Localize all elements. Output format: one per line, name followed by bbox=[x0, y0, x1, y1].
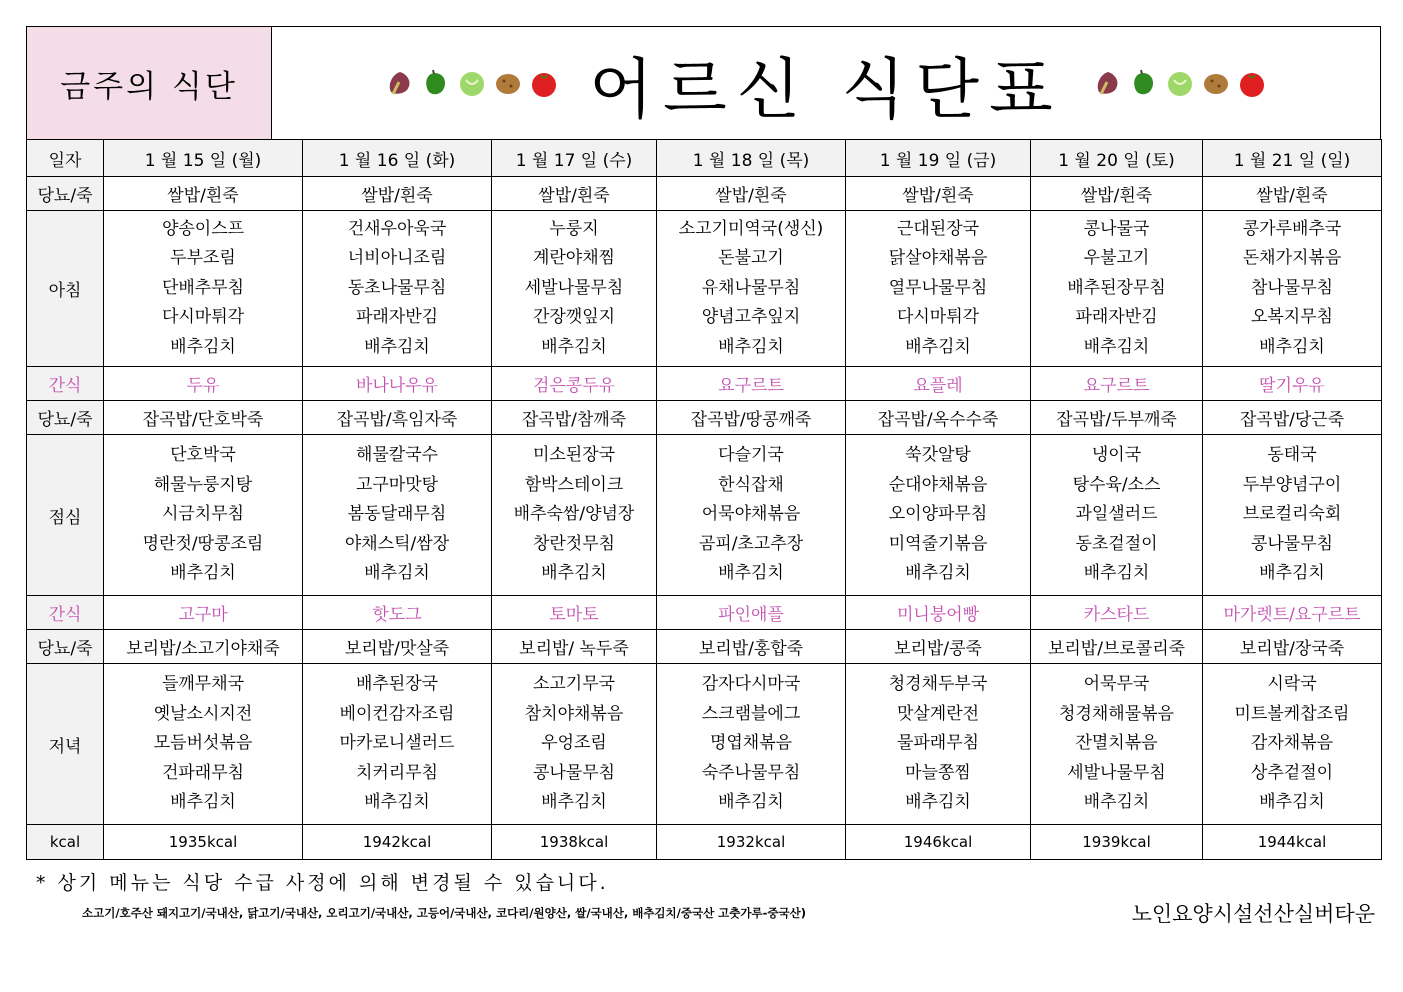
snack1-cell: 두유 bbox=[104, 367, 303, 401]
menu-item: 미소된장국 bbox=[532, 445, 616, 466]
potato-icon bbox=[1201, 68, 1231, 98]
menu-item: 소고기미역국(생신) bbox=[678, 218, 824, 239]
menu-item: 쑥갓알탕 bbox=[905, 445, 971, 466]
menu-item: 배추김치 bbox=[1083, 792, 1150, 813]
menu-item: 양송이스프 bbox=[161, 218, 245, 239]
menu-item: 봄동달래무침 bbox=[347, 504, 447, 525]
menu-item: 브로컬리숙회 bbox=[1242, 504, 1342, 525]
menu-item: 과일샐러드 bbox=[1075, 504, 1158, 525]
veggie-icons-left bbox=[385, 68, 559, 98]
menu-item: 배추김치 bbox=[364, 792, 430, 813]
menu-item: 배추김치 bbox=[1083, 336, 1150, 357]
dinner-porridge-row bbox=[27, 630, 1382, 664]
menu-item: 탕수육/소스 bbox=[1072, 474, 1161, 495]
menu-item: 배추김치 bbox=[905, 563, 971, 584]
menu-cell bbox=[1203, 664, 1382, 825]
row-label: 간식 bbox=[27, 367, 104, 401]
menu-cell bbox=[1031, 211, 1203, 367]
snack2-cell: 파인애플 bbox=[657, 596, 846, 630]
kcal-cell: 1944kcal bbox=[1203, 825, 1382, 860]
lunch-porridge-cell: 잡곡밥/단호박죽 bbox=[104, 401, 303, 435]
menu-item: 참치야채볶음 bbox=[524, 703, 624, 724]
menu-item: 상추겉절이 bbox=[1250, 762, 1334, 783]
origin-notice: 소고기/호주산 돼지고기/국내산, 닭고기/국내산, 오리고기/국내산, 고등어/국내산, 코다리/원양산, 쌀/국내산, 배추김치/중국산 고춧가루-중국산) bbox=[82, 906, 806, 920]
date-row bbox=[27, 140, 1382, 177]
lunch-porridge-row bbox=[27, 401, 1382, 435]
breakfast-porridge-cell: 쌀밥/흰죽 bbox=[657, 177, 846, 211]
menu-cell bbox=[1031, 664, 1203, 825]
menu-item: 치커리무침 bbox=[355, 762, 439, 783]
menu-item: 단배추무침 bbox=[161, 277, 245, 298]
menu-item: 세발나물무침 bbox=[1067, 762, 1166, 783]
menu-item: 고구마맛탕 bbox=[355, 474, 439, 495]
menu-item: 참나물무침 bbox=[1250, 277, 1334, 298]
breakfast-porridge-cell: 쌀밥/흰죽 bbox=[1203, 177, 1382, 211]
menu-item: 창란젓무침 bbox=[532, 533, 616, 554]
kcal-cell: 1946kcal bbox=[846, 825, 1031, 860]
date-cell: 1 월 16 일 (화) bbox=[303, 140, 492, 177]
menu-item: 숙주나물무침 bbox=[701, 762, 801, 783]
menu-cell bbox=[657, 664, 846, 825]
date-cell: 1 월 20 일 (토) bbox=[1031, 140, 1203, 177]
pepper-icon bbox=[1129, 68, 1159, 98]
pepper-icon bbox=[421, 68, 451, 98]
menu-item: 배추김치 bbox=[905, 792, 971, 813]
dinner-porridge-cell: 보리밥/ 녹두죽 bbox=[492, 630, 657, 664]
menu-sheet bbox=[26, 26, 1381, 860]
menu-table bbox=[26, 139, 1382, 860]
menu-cell bbox=[492, 664, 657, 825]
menu-item: 오이양파무침 bbox=[888, 504, 988, 525]
menu-item: 열무나물무침 bbox=[888, 277, 988, 298]
breakfast-row bbox=[27, 211, 1382, 367]
menu-item: 잔멸치볶음 bbox=[1075, 733, 1158, 754]
tomato-icon bbox=[1237, 68, 1267, 98]
menu-cell bbox=[492, 435, 657, 596]
menu-item: 감자다시마국 bbox=[701, 674, 801, 695]
lettuce-icon bbox=[385, 68, 415, 98]
menu-item: 감자채볶음 bbox=[1250, 733, 1334, 754]
menu-item: 배추김치 bbox=[1259, 336, 1325, 357]
menu-item: 배추김치 bbox=[905, 336, 971, 357]
dinner-porridge-cell: 보리밥/콩죽 bbox=[846, 630, 1031, 664]
header bbox=[26, 26, 1381, 139]
menu-item: 어묵무국 bbox=[1083, 674, 1150, 695]
tomato-icon bbox=[529, 68, 559, 98]
menu-item: 닭살야채볶음 bbox=[888, 248, 988, 269]
row-label: kcal bbox=[27, 825, 104, 860]
menu-cell bbox=[303, 664, 492, 825]
menu-item: 베이컨감자조림 bbox=[339, 703, 455, 724]
menu-item: 콩나물무침 bbox=[1250, 533, 1334, 554]
title-area bbox=[272, 27, 1380, 139]
dinner-row bbox=[27, 664, 1382, 825]
menu-item: 함박스테이크 bbox=[524, 474, 624, 495]
menu-item: 세발나물무침 bbox=[524, 277, 624, 298]
potato-icon bbox=[493, 68, 523, 98]
week-badge: 금주의 식단 bbox=[27, 27, 272, 139]
menu-item: 미역줄기볶음 bbox=[888, 533, 988, 554]
row-label: 당뇨/죽 bbox=[27, 401, 104, 435]
veggie-icons-right bbox=[1093, 68, 1267, 98]
menu-item: 유채나물무침 bbox=[701, 277, 801, 298]
breakfast-porridge-cell: 쌀밥/흰죽 bbox=[104, 177, 303, 211]
breakfast-porridge-cell: 쌀밥/흰죽 bbox=[846, 177, 1031, 211]
menu-item: 스크램블에그 bbox=[701, 703, 801, 724]
menu-item: 동초겉절이 bbox=[1075, 533, 1158, 554]
menu-item: 돈불고기 bbox=[718, 248, 784, 269]
menu-cell bbox=[303, 211, 492, 367]
organization-name: 노인요양시설선산실버타운 bbox=[1131, 902, 1375, 926]
date-cell: 1 월 19 일 (금) bbox=[846, 140, 1031, 177]
dinner-porridge-cell: 보리밥/소고기야채죽 bbox=[104, 630, 303, 664]
row-label: 당뇨/죽 bbox=[27, 630, 104, 664]
menu-item: 두부양념구이 bbox=[1242, 474, 1342, 495]
date-cell: 1 월 17 일 (수) bbox=[492, 140, 657, 177]
menu-item: 명란젓/땅콩조림 bbox=[142, 533, 264, 554]
lunch-porridge-cell: 잡곡밥/옥수수죽 bbox=[846, 401, 1031, 435]
row-label: 당뇨/죽 bbox=[27, 177, 104, 211]
date-cell: 1 월 15 일 (월) bbox=[104, 140, 303, 177]
menu-cell bbox=[1203, 435, 1382, 596]
snack1-cell: 딸기우유 bbox=[1203, 367, 1382, 401]
menu-cell bbox=[104, 664, 303, 825]
kcal-cell: 1942kcal bbox=[303, 825, 492, 860]
row-label: 간식 bbox=[27, 596, 104, 630]
dinner-porridge-cell: 보리밥/장국죽 bbox=[1203, 630, 1382, 664]
menu-cell bbox=[104, 211, 303, 367]
row-label: 아침 bbox=[27, 211, 104, 367]
menu-cell bbox=[846, 435, 1031, 596]
snack1-cell: 요구르트 bbox=[1031, 367, 1203, 401]
menu-item: 마늘쫑찜 bbox=[905, 762, 971, 783]
menu-item: 물파래무침 bbox=[896, 733, 980, 754]
breakfast-porridge-cell: 쌀밥/흰죽 bbox=[303, 177, 492, 211]
menu-item: 동초나물무침 bbox=[347, 277, 447, 298]
row-label: 저녁 bbox=[27, 664, 104, 825]
menu-item: 너비아니조림 bbox=[347, 248, 447, 269]
menu-item: 건새우아욱국 bbox=[347, 218, 447, 239]
menu-item: 두부조림 bbox=[170, 248, 236, 269]
menu-item: 배추김치 bbox=[718, 792, 784, 813]
menu-item: 배추김치 bbox=[718, 336, 784, 357]
menu-item: 다시마튀각 bbox=[896, 307, 980, 328]
menu-item: 우불고기 bbox=[1083, 248, 1150, 269]
row-label: 점심 bbox=[27, 435, 104, 596]
lunch-porridge-cell: 잡곡밥/두부깨죽 bbox=[1031, 401, 1203, 435]
menu-cell bbox=[657, 211, 846, 367]
menu-item: 마카로니샐러드 bbox=[339, 733, 455, 754]
menu-table-body bbox=[27, 140, 1382, 860]
menu-item: 야채스틱/쌈장 bbox=[344, 533, 450, 554]
menu-item: 계란야채찜 bbox=[532, 248, 616, 269]
menu-item: 돈채가지볶음 bbox=[1242, 248, 1342, 269]
menu-item: 우엉조림 bbox=[541, 733, 607, 754]
lunch-porridge-cell: 잡곡밥/참깨죽 bbox=[492, 401, 657, 435]
cabbage-icon bbox=[1165, 68, 1195, 98]
dinner-porridge-cell: 보리밥/홍합죽 bbox=[657, 630, 846, 664]
menu-item: 양념고추잎지 bbox=[701, 307, 801, 328]
menu-item: 배추숙쌈/양념장 bbox=[513, 504, 635, 525]
snack2-cell: 카스타드 bbox=[1031, 596, 1203, 630]
menu-item: 청경채해물볶음 bbox=[1059, 703, 1174, 724]
lunch-porridge-cell: 잡곡밥/흑임자죽 bbox=[303, 401, 492, 435]
menu-item: 청경채두부국 bbox=[888, 674, 988, 695]
snack1-cell: 요플레 bbox=[846, 367, 1031, 401]
page-title: 어르신 식단표 bbox=[589, 50, 1063, 128]
menu-item: 다슬기국 bbox=[718, 445, 784, 466]
menu-item: 간장깻잎지 bbox=[532, 307, 616, 328]
kcal-cell: 1938kcal bbox=[492, 825, 657, 860]
menu-item: 배추김치 bbox=[541, 563, 607, 584]
menu-item: 배추된장무침 bbox=[1067, 277, 1166, 298]
menu-cell bbox=[657, 435, 846, 596]
snack2-cell: 고구마 bbox=[104, 596, 303, 630]
dinner-porridge-cell: 보리밥/맛살죽 bbox=[303, 630, 492, 664]
menu-item: 소고기무국 bbox=[532, 674, 616, 695]
menu-item: 다시마튀각 bbox=[161, 307, 245, 328]
menu-item: 한식잡채 bbox=[718, 474, 784, 495]
breakfast-porridge-cell: 쌀밥/흰죽 bbox=[1031, 177, 1203, 211]
menu-cell bbox=[1031, 435, 1203, 596]
menu-cell bbox=[303, 435, 492, 596]
menu-cell bbox=[846, 211, 1031, 367]
menu-item: 배추김치 bbox=[364, 336, 430, 357]
menu-item: 시금치무침 bbox=[161, 504, 245, 525]
kcal-cell: 1935kcal bbox=[104, 825, 303, 860]
cabbage-icon bbox=[457, 68, 487, 98]
menu-item: 순대야채볶음 bbox=[888, 474, 988, 495]
menu-item: 배추김치 bbox=[1259, 563, 1325, 584]
snack2-cell: 마가렛트/요구르트 bbox=[1203, 596, 1382, 630]
date-cell: 1 월 21 일 (일) bbox=[1203, 140, 1382, 177]
menu-item: 배추된장국 bbox=[355, 674, 439, 695]
lunch-row bbox=[27, 435, 1382, 596]
menu-item: 해물칼국수 bbox=[355, 445, 439, 466]
menu-item: 배추김치 bbox=[1259, 792, 1325, 813]
menu-item: 동태국 bbox=[1267, 445, 1317, 466]
date-cell: 1 월 18 일 (목) bbox=[657, 140, 846, 177]
menu-item: 배추김치 bbox=[364, 563, 430, 584]
menu-item: 배추김치 bbox=[170, 792, 236, 813]
menu-item: 명엽채볶음 bbox=[709, 733, 793, 754]
menu-item: 오복지무침 bbox=[1250, 307, 1334, 328]
menu-item: 배추김치 bbox=[541, 792, 607, 813]
menu-item: 어묵야채볶음 bbox=[701, 504, 801, 525]
menu-item: 근대된장국 bbox=[896, 218, 980, 239]
menu-item: 맛살계란전 bbox=[896, 703, 980, 724]
menu-item: 곰피/초고추장 bbox=[698, 533, 804, 554]
snack1-cell: 바나나우유 bbox=[303, 367, 492, 401]
menu-item: 배추김치 bbox=[718, 563, 784, 584]
menu-item: 배추김치 bbox=[170, 336, 236, 357]
lunch-porridge-cell: 잡곡밥/땅콩깨죽 bbox=[657, 401, 846, 435]
row-label: 일자 bbox=[27, 140, 104, 177]
menu-item: 누룽지 bbox=[549, 218, 599, 239]
menu-item: 콩나물국 bbox=[1083, 218, 1150, 239]
menu-item: 해물누룽지탕 bbox=[153, 474, 253, 495]
menu-item: 건파래무침 bbox=[161, 762, 245, 783]
menu-item: 들깨무채국 bbox=[161, 674, 245, 695]
morning-snack-row bbox=[27, 367, 1382, 401]
menu-item: 파래자반김 bbox=[1075, 307, 1158, 328]
menu-item: 콩나물무침 bbox=[532, 762, 616, 783]
menu-item: 배추김치 bbox=[541, 336, 607, 357]
menu-item: 콩가루배추국 bbox=[1242, 218, 1342, 239]
breakfast-porridge-row bbox=[27, 177, 1382, 211]
snack2-cell: 미니붕어빵 bbox=[846, 596, 1031, 630]
kcal-cell: 1939kcal bbox=[1031, 825, 1203, 860]
kcal-cell: 1932kcal bbox=[657, 825, 846, 860]
menu-item: 단호박국 bbox=[170, 445, 236, 466]
menu-item: 시락국 bbox=[1267, 674, 1317, 695]
snack2-cell: 토마토 bbox=[492, 596, 657, 630]
menu-item: 옛날소시지전 bbox=[153, 703, 253, 724]
menu-cell bbox=[846, 664, 1031, 825]
dinner-porridge-cell: 보리밥/브로콜리죽 bbox=[1031, 630, 1203, 664]
kcal-row bbox=[27, 825, 1382, 860]
menu-item: 냉이국 bbox=[1091, 445, 1142, 466]
menu-item: 파래자반김 bbox=[355, 307, 439, 328]
menu-cell bbox=[492, 211, 657, 367]
snack1-cell: 요구르트 bbox=[657, 367, 846, 401]
breakfast-porridge-cell: 쌀밥/흰죽 bbox=[492, 177, 657, 211]
lettuce-icon bbox=[1093, 68, 1123, 98]
menu-item: 모듬버섯볶음 bbox=[153, 733, 253, 754]
lunch-porridge-cell: 잡곡밥/당근죽 bbox=[1203, 401, 1382, 435]
menu-cell bbox=[104, 435, 303, 596]
menu-cell bbox=[1203, 211, 1382, 367]
menu-item: 배추김치 bbox=[1083, 563, 1150, 584]
change-notice: * 상기 메뉴는 식당 수급 사정에 의해 변경될 수 있습니다. bbox=[36, 872, 609, 894]
menu-item: 배추김치 bbox=[170, 563, 236, 584]
snack1-cell: 검은콩두유 bbox=[492, 367, 657, 401]
snack2-cell: 핫도그 bbox=[303, 596, 492, 630]
afternoon-snack-row bbox=[27, 596, 1382, 630]
menu-item: 미트볼케찹조림 bbox=[1234, 703, 1350, 724]
